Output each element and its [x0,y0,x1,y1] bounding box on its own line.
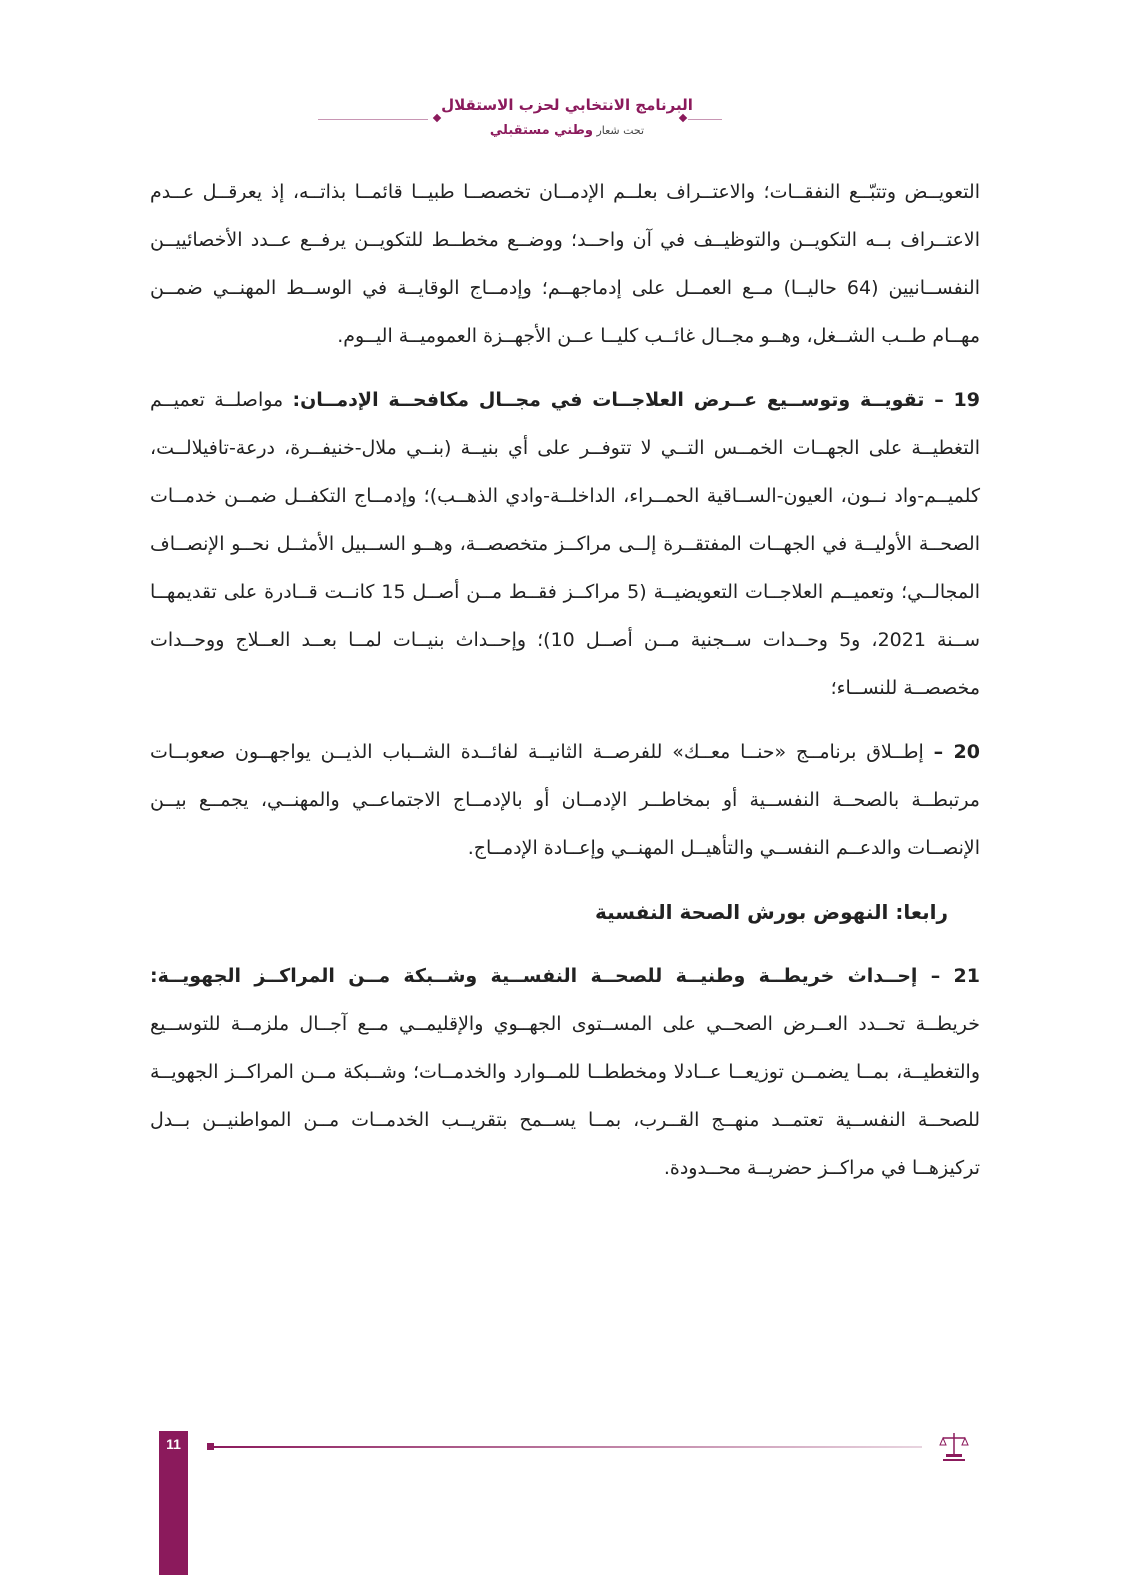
header-subtitle [0,123,1134,138]
item-19 [150,376,980,712]
page-number: 11 [166,1436,181,1452]
header-left-ornament [433,114,441,122]
item-20-text: إطــلاق برنامــج «حنــا معــك» للفرصــة الثانيــة لفائــدة الشــباب الذيــن يواجهــون صعوبــات مرتبطــة بالصحــة النفســية أو بمخاطــر الإدمــان أو بالإدمــاج الاجتماعــي والمهنــي، يجمــع بيــن الإنصــات والدعــم النفســي والتأهيــل المهنــي وإعــادة الإدمــاج. [150,741,980,859]
header-sub-prefix: تحت شعار [596,124,645,137]
footer-divider-line [212,1446,922,1448]
footer-page-bar [159,1431,188,1575]
header-title: البرنامج الانتخابي لحزب الاستقلال [441,96,693,114]
scales-logo-icon [937,1430,971,1464]
header-slogan: وطني مستقبلي [489,123,593,138]
header-right-line [688,119,722,120]
item-20 [150,728,980,872]
page-content [150,168,980,1208]
item-21-text: خريطــة تحــدد العــرض الصحــي على المســتوى الجهــوي والإقليمــي مــع آجــال ملزمــة للتوســيع والتغطيــة، بمــا يضمــن توزيعــا عــادلا ومخططــا للمــوارد والخدمــات؛ وشــبكة مــن المراكــز الجهويــة للصحــة النفســية تعتمــد منهــج القــرب، بمــا يســمح بتقريــب الخدمــات مــن المواطنيــن بــدل تركيزهــا في مراكــز حضريــة محــدودة. [150,1013,980,1179]
item-21 [150,952,980,1192]
paragraph-intro: التعويــض وتتبّــع النفقــات؛ والاعتــراف بعلــم الإدمــان تخصصــا طبيــا قائمــا بذاتــه، إذ يعرقــل عــدم الاعتــراف بــه التكويــن والتوظيــف في آن واحــد؛ ووضــع مخطــط للتكويــن يرفــع عــدد الأخصائييــن النفســانيين (64 حاليــا) مــع العمــل على إدماجهــم؛ وإدمــاج الوقايــة في الوســط المهنــي ضمــن مهــام طــب الشــغل، وهــو مجــال غائــب كليــا عــن الأجهــزة العموميــة اليــوم. [150,181,980,347]
item-19-title: 19 – تقويــة وتوســيع عــرض العلاجــات في مجــال مكافحــة الإدمــان: [292,389,980,411]
header-left-line [318,119,428,120]
item-21-title: 21 – إحــداث خريطــة وطنيــة للصحــة النفســية وشــبكة مــن المراكــز الجهويــة: [150,965,980,987]
item-19-text: مواصلــة تعميــم التغطيــة على الجهــات الخمــس التــي لا تتوفــر على أي بنيــة (بنــي ملال-خنيفــرة، درعة-تافيلالــت، كلميــم-واد نــون، العيون-الســاقية الحمــراء، الداخلــة-وادي الذهــب)؛ وإدمــاج التكفــل ضمــن خدمــات الصحــة الأوليــة في الجهــات المفتقــرة إلــى مراكــز متخصصــة، وهــو الســبيل الأمثــل نحــو الإنصــاف المجالــي؛ وتعميــم العلاجــات التعويضيــة (5 مراكــز فقــط مــن أصــل 15 كانــت قــادرة على تقديمهــا ســنة 2021، و5 وحــدات ســجنية مــن أصــل 10)؛ وإحــداث بنيــات لمــا بعــد العــلاج ووحــدات مخصصــة للنســاء؛ [150,389,980,699]
page-header [0,92,1134,152]
item-20-number: 20 – [933,741,980,763]
header-right-ornament [679,114,687,122]
section-title: رابعا: النهوض بورش الصحة النفسية [594,900,948,924]
